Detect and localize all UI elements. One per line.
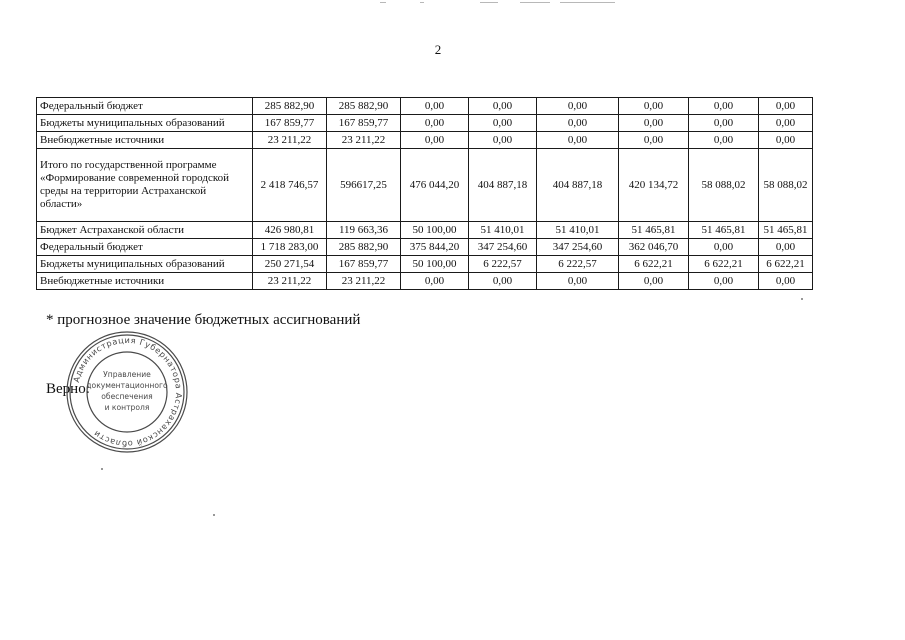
row-label: Бюджеты муниципальных образований <box>37 256 253 273</box>
table-row <box>37 132 813 149</box>
table-cell: 0,00 <box>759 115 813 132</box>
table-cell: 347 254,60 <box>537 239 619 256</box>
table-cell: 362 046,70 <box>619 239 689 256</box>
table-cell: 167 859,77 <box>327 115 401 132</box>
table-cell: 426 980,81 <box>253 222 327 239</box>
table-cell: 285 882,90 <box>253 98 327 115</box>
official-stamp <box>65 330 189 454</box>
table-cell: 0,00 <box>469 132 537 149</box>
table-cell: 6 622,21 <box>689 256 759 273</box>
table-row <box>37 149 813 222</box>
table-cell: 0,00 <box>537 98 619 115</box>
table-cell: 0,00 <box>537 115 619 132</box>
stamp-line-1: Управление <box>103 370 151 379</box>
table-cell: 476 044,20 <box>401 149 469 222</box>
table-row <box>37 222 813 239</box>
table-cell: 51 465,81 <box>759 222 813 239</box>
table-cell: 0,00 <box>619 132 689 149</box>
table-cell: 0,00 <box>401 273 469 290</box>
table-row <box>37 115 813 132</box>
table-cell: 6 222,57 <box>469 256 537 273</box>
table-cell: 0,00 <box>759 239 813 256</box>
table-cell: 0,00 <box>401 115 469 132</box>
table-cell: 23 211,22 <box>327 273 401 290</box>
table-cell: 51 465,81 <box>619 222 689 239</box>
table-cell: 6 622,21 <box>619 256 689 273</box>
table-row <box>37 256 813 273</box>
table-cell: 250 271,54 <box>253 256 327 273</box>
table-cell: 0,00 <box>759 132 813 149</box>
scan-speck <box>213 514 215 516</box>
table-row <box>37 239 813 256</box>
page-number: 2 <box>434 42 442 57</box>
table-cell: 2 418 746,57 <box>253 149 327 222</box>
table-cell: 0,00 <box>619 115 689 132</box>
table-cell: 167 859,77 <box>327 256 401 273</box>
table-row <box>37 273 813 290</box>
table-cell: 0,00 <box>689 98 759 115</box>
table-cell: 6 222,57 <box>537 256 619 273</box>
table-cell: 1 718 283,00 <box>253 239 327 256</box>
stamp-line-2: документационного <box>86 381 168 390</box>
table-cell: 0,00 <box>689 115 759 132</box>
table-cell: 50 100,00 <box>401 256 469 273</box>
table-cell: 347 254,60 <box>469 239 537 256</box>
table-cell: 285 882,90 <box>327 98 401 115</box>
table-cell: 0,00 <box>619 273 689 290</box>
table-cell: 420 134,72 <box>619 149 689 222</box>
row-label: Федеральный бюджет <box>37 98 253 115</box>
table-cell: 0,00 <box>759 273 813 290</box>
table-cell: 23 211,22 <box>253 132 327 149</box>
table-cell: 50 100,00 <box>401 222 469 239</box>
table-cell: 0,00 <box>537 273 619 290</box>
scan-speck <box>101 468 103 470</box>
row-label: Внебюджетные источники <box>37 132 253 149</box>
stamp-ring-text: Администрация Губернатора Астраханской области <box>71 334 185 450</box>
table-cell: 23 211,22 <box>327 132 401 149</box>
table-cell: 285 882,90 <box>327 239 401 256</box>
table-cell: 0,00 <box>689 239 759 256</box>
table-cell: 23 211,22 <box>253 273 327 290</box>
stamp-line-4: и контроля <box>104 403 150 412</box>
table-cell: 0,00 <box>689 273 759 290</box>
table-cell: 0,00 <box>759 98 813 115</box>
row-label: Бюджет Астраханской области <box>37 222 253 239</box>
table-cell: 0,00 <box>537 132 619 149</box>
table-cell: 0,00 <box>619 98 689 115</box>
stamp-line-3: обеспечения <box>101 392 153 401</box>
table-cell: 0,00 <box>689 132 759 149</box>
row-label: Бюджеты муниципальных образований <box>37 115 253 132</box>
table-cell: 51 410,01 <box>537 222 619 239</box>
table-cell: 51 465,81 <box>689 222 759 239</box>
scan-speck <box>801 298 803 300</box>
table-cell: 6 622,21 <box>759 256 813 273</box>
table-cell: 0,00 <box>401 132 469 149</box>
row-label: Федеральный бюджет <box>37 239 253 256</box>
row-label: Внебюджетные источники <box>37 273 253 290</box>
table-cell: 0,00 <box>469 115 537 132</box>
table-cell: 58 088,02 <box>759 149 813 222</box>
table-cell: 0,00 <box>469 273 537 290</box>
budget-table <box>36 97 813 290</box>
table-cell: 167 859,77 <box>253 115 327 132</box>
footnote: * прогнозное значение бюджетных ассигнований <box>46 312 361 328</box>
table-cell: 0,00 <box>469 98 537 115</box>
verno-label: Верно: <box>46 381 90 397</box>
table-cell: 119 663,36 <box>327 222 401 239</box>
table-cell: 58 088,02 <box>689 149 759 222</box>
row-label: Итого по государственной программе «Формирование современной городской среды на территории Астраханской области» <box>37 149 253 222</box>
table-cell: 375 844,20 <box>401 239 469 256</box>
table-cell: 51 410,01 <box>469 222 537 239</box>
top-scan-marks <box>380 0 620 6</box>
table-cell: 404 887,18 <box>469 149 537 222</box>
table-cell: 596617,25 <box>327 149 401 222</box>
table-cell: 0,00 <box>401 98 469 115</box>
table-row <box>37 98 813 115</box>
table-cell: 404 887,18 <box>537 149 619 222</box>
